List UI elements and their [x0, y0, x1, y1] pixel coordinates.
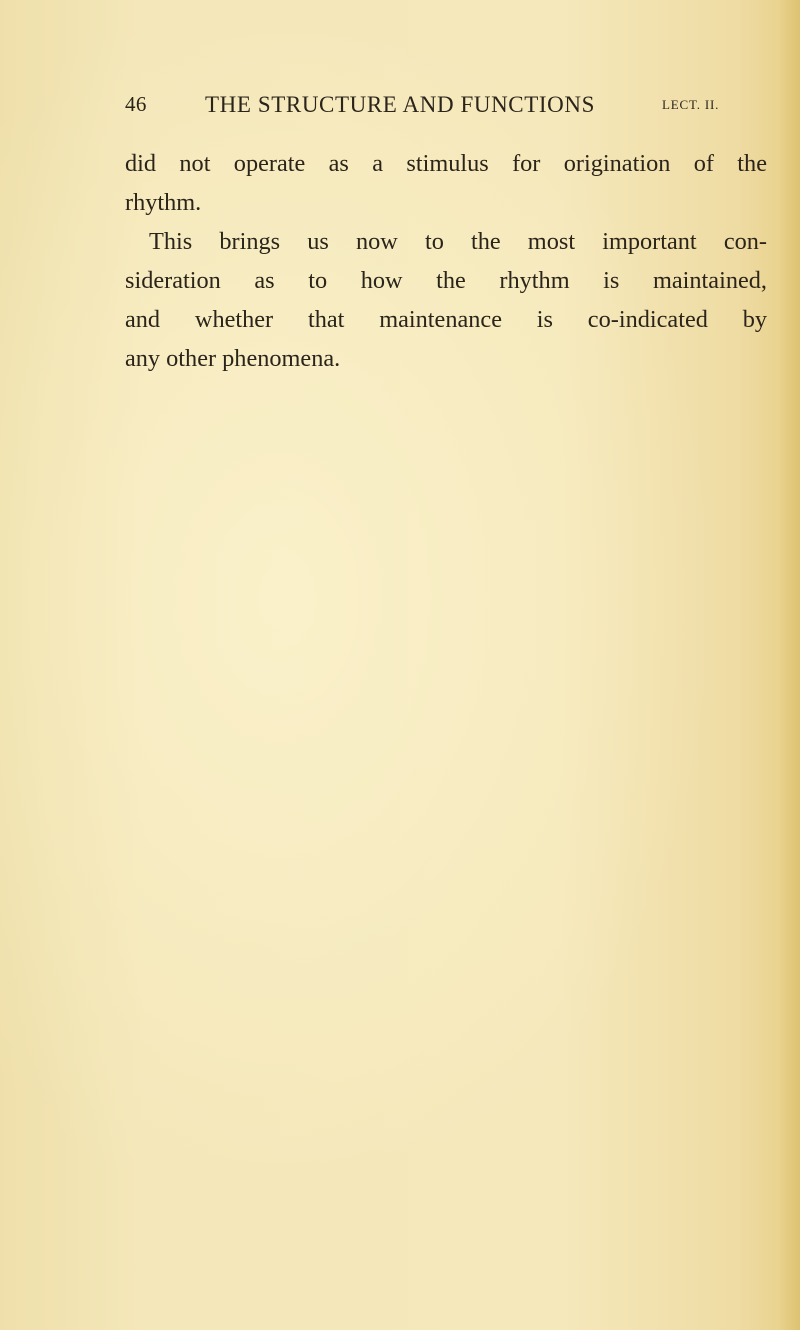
text-line: rhythm. [125, 189, 202, 216]
running-head [125, 92, 765, 126]
paragraph-start-line: This brings us now to the most important con- [149, 228, 767, 255]
text-line: did not operate as a stimulus for origination of the [125, 150, 767, 177]
text-line: and whether that maintenance is co-indicated by [125, 306, 767, 333]
page-edge-shading [778, 0, 800, 1330]
page-number: 46 [125, 92, 147, 116]
body-text [125, 144, 767, 378]
lecture-marker: LECT. II. [662, 97, 720, 112]
text-line: sideration as to how the rhythm is maintained, [125, 267, 767, 294]
running-head-title: THE STRUCTURE AND FUNCTIONS [205, 92, 595, 117]
text-line: any other phenomena. [125, 345, 341, 372]
